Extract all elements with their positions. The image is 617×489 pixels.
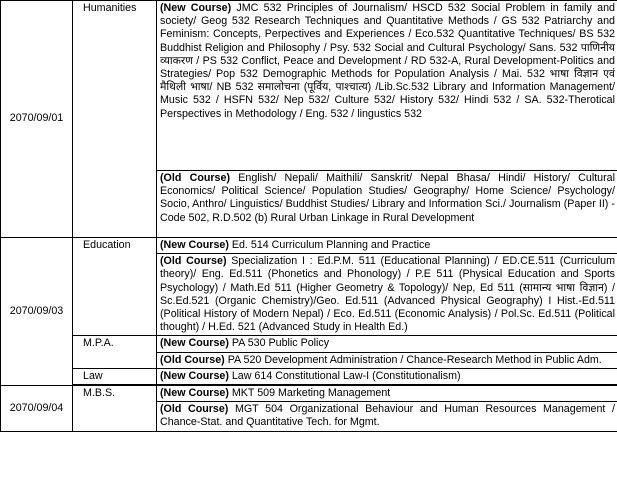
course-tag: (New Course) bbox=[160, 337, 229, 350]
course-text: MKT 509 Marketing Management bbox=[228, 387, 391, 400]
course-entry bbox=[157, 402, 617, 431]
table-row bbox=[1, 336, 617, 352]
course-text: MGT 504 Organizational Behaviour and Human Resources Management / Chance-Stat. and Quantitative Tech. for Mgmt. bbox=[160, 403, 615, 429]
course-tag: (Old Course) bbox=[160, 172, 231, 184]
course-entry bbox=[157, 171, 617, 238]
course-tag: (New Course) bbox=[160, 387, 229, 400]
course-text: JMC 532 Principles of Journalism/ HSCD 532 Social Problem in family and society/ Geog 532 Research Techniques and Quantitative Methods / GS 532 Patriarchy and Feminism: Concepts, Perpectives and Experiences / Eco.532 Quantitative Techniques/ BS 532 Buddhist Religion and Philosophy / Psy. 532 Social and Cultural Psychology/ Sans. 532 पाणिनीय व्याकरण / PS 532 Conflict, Peace and Development / RD 532-A, Rural Development-Politics and Strategies/ Pop 532 Demographic Methods for Population Analysis / Mai. 532 भाषा विज्ञान एवं मैथिली भाषा/ NB 532 समालोचना (पूर्विय, पाश्चात्य) /Lib.Sc.532 Library and Information Management/ Music 532 / HSFN 532/ Nep 532/ Culture 532/ History 532/ Hindi 532 / SA. 532-Therotical Perspectives in Methodology / Eng. 532 / lingustics 532 bbox=[160, 2, 615, 120]
course-entry bbox=[157, 336, 617, 352]
exam-date: 2070/09/03 bbox=[1, 238, 73, 386]
course-tag: (New Course) bbox=[160, 2, 232, 14]
course-tag: (New Course) bbox=[160, 369, 229, 382]
course-text: Law 614 Constitutional Law-I (Constitutionalism) bbox=[228, 369, 461, 382]
faculty-name: M.P.A. bbox=[73, 336, 157, 368]
faculty-name: Law bbox=[73, 368, 157, 384]
course-text: Specialization I : Ed.P.M. 511 (Educational Planning) / ED.CE.511 (Curriculum theory)/ Eng. Ed.511 (Phonetics and Phonology) / P.E 511 (Physical Education and Sports Psychology) / Math.Ed 511 (Higher Geometry & Topology)/ Nep, Ed 511 (सामान्य भाषा विज्ञान) / Sc.Ed.521 (Organic Chemistry)/Geo. Ed.511 (Advanced Physical Geography) I Hist.-Ed.511 (Political History of Modern Nepal) / Eco. Ed.511 (Economic Analysis) / Pol.Sc. Ed.511 (Political thought) / H.Ed. 521 (Advanced Study in Health Ed.) bbox=[160, 255, 615, 334]
course-tag: (Old Course) bbox=[160, 353, 225, 366]
exam-date: 2070/09/04 bbox=[1, 386, 73, 432]
course-text: PA 520 Development Administration / Chance-Research Method in Public Adm. bbox=[224, 353, 602, 366]
course-entry bbox=[157, 368, 617, 384]
course-tag: (New Course) bbox=[160, 239, 229, 251]
course-text: Ed. 514 Curriculum Planning and Practice bbox=[228, 239, 431, 251]
course-entry bbox=[157, 386, 617, 402]
course-entry bbox=[157, 254, 617, 336]
faculty-name: Education bbox=[73, 238, 157, 336]
faculty-name: M.B.S. bbox=[73, 386, 157, 432]
exam-date: 2070/09/01 bbox=[1, 1, 73, 238]
table-row bbox=[1, 238, 617, 254]
course-text: English/ Nepali/ Maithili/ Sanskrit/ Nepal Bhasa/ Hindi/ History/ Cultural Economics/ Political Science/ Population Studies/ Geography/ Home Science/ Psychology/ Socio, Anthro/ Linguistics/ Buddhist Studies/ Library and Information Sci./ Journalism (Paper II) - Code 502, R.D.502 (b) Rural Urban Linkage in Rural Development bbox=[160, 172, 615, 224]
faculty-name: Humanities bbox=[73, 1, 157, 238]
course-tag: (Old Course) bbox=[160, 255, 227, 268]
course-tag: (Old Course) bbox=[160, 403, 229, 416]
course-entry bbox=[157, 1, 617, 171]
table-row bbox=[1, 368, 617, 384]
course-text: PA 530 Public Policy bbox=[228, 337, 330, 350]
table-row bbox=[1, 1, 617, 171]
table-row bbox=[1, 386, 617, 402]
course-entry bbox=[157, 238, 617, 254]
course-entry bbox=[157, 352, 617, 368]
